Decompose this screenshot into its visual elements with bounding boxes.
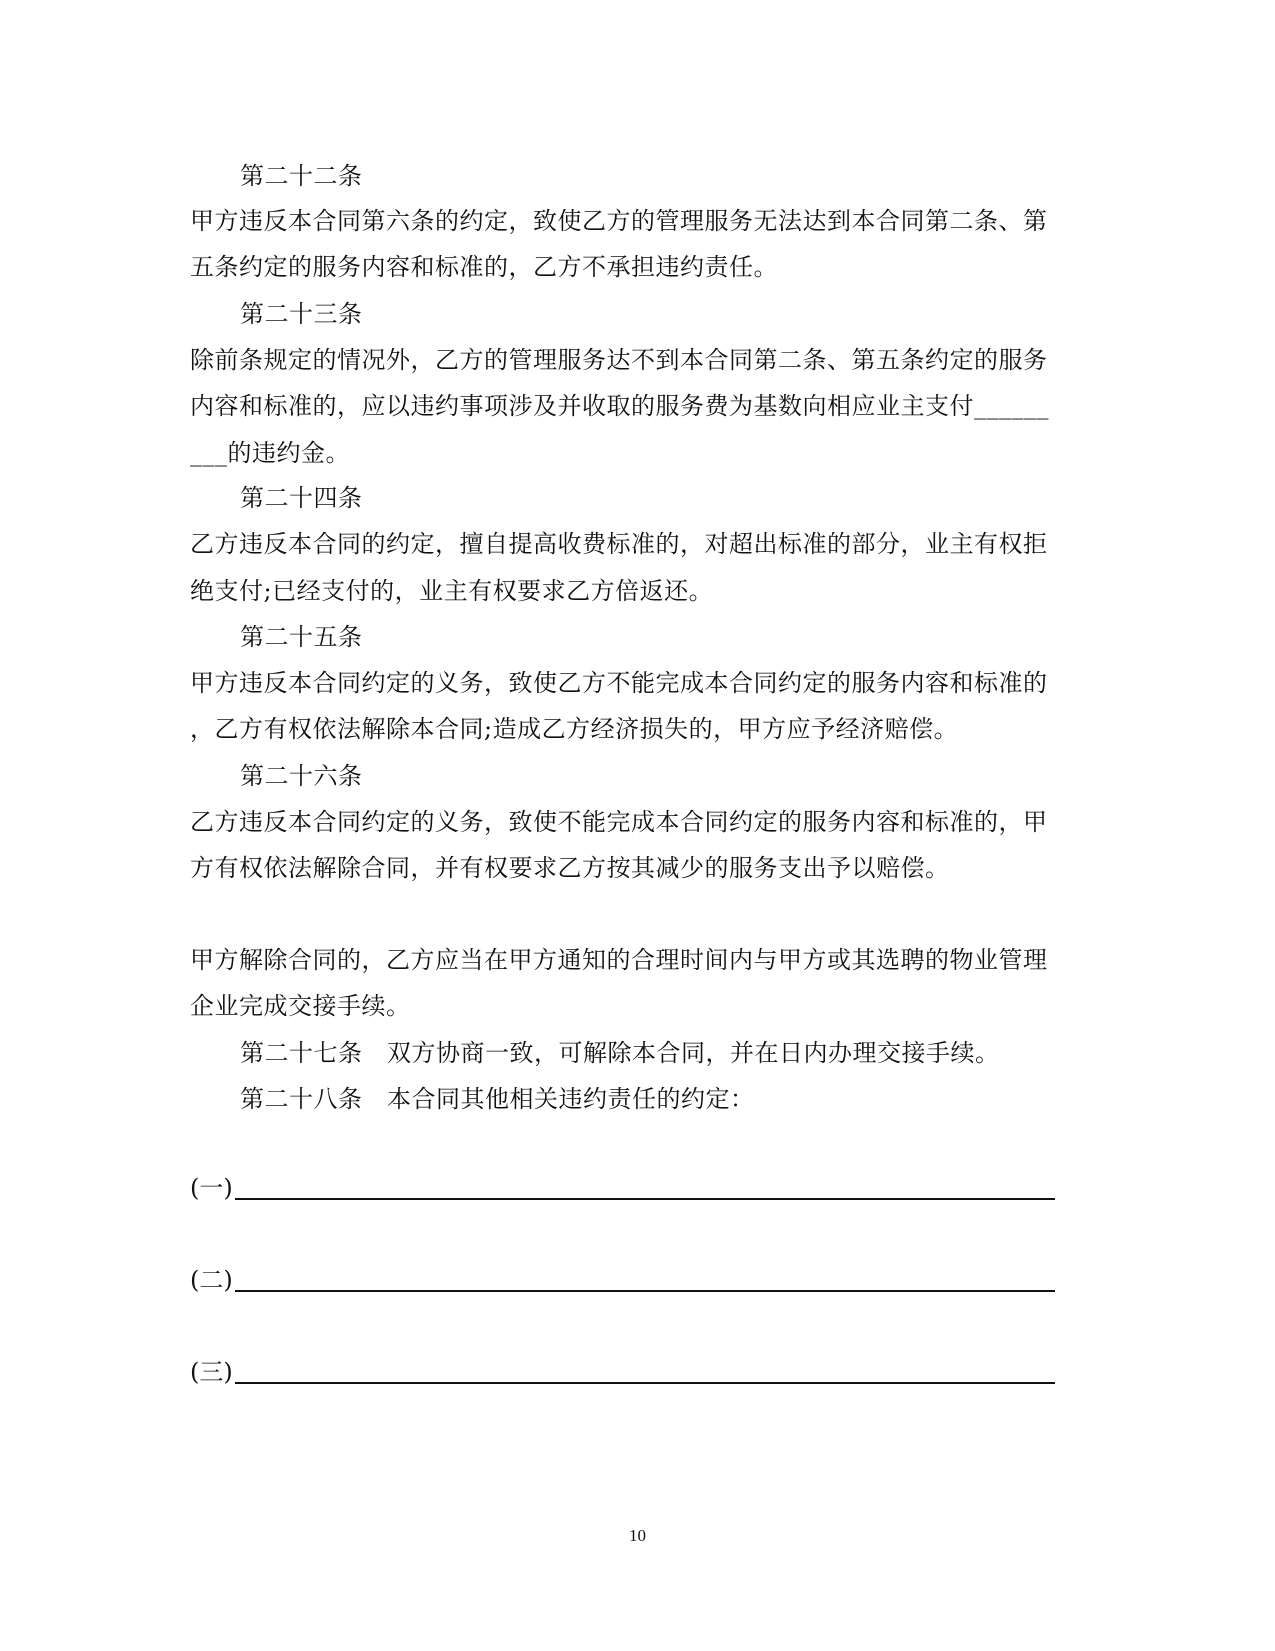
blank-line-2 (190, 1264, 1055, 1296)
article-24-text-line-2: 绝支付;已经支付的，业主有权要求乙方倍返还。 (190, 577, 714, 605)
blank-line-1 (190, 1172, 1055, 1204)
article-26-text-line-1: 乙方违反本合同约定的义务，致使不能完成本合同约定的服务内容和标准的，甲 (190, 808, 1048, 836)
article-24-text-line-1: 乙方违反本合同的约定，擅自提高收费标准的，对超出标准的部分，业主有权拒 (190, 530, 1048, 558)
article-26-text-line-2: 方有权依法解除合同，并有权要求乙方按其减少的服务支出予以赔偿。 (190, 854, 950, 882)
article-28-text: 第二十八条 本合同其他相关违约责任的约定： (240, 1085, 755, 1113)
article-22-text-line-2: 五条约定的服务内容和标准的，乙方不承担违约责任。 (190, 253, 778, 281)
blank-line-1-label: (一) (190, 1174, 233, 1202)
article-25-text-line-2: ，乙方有权依法解除本合同;造成乙方经济损失的，甲方应予经济赔偿。 (190, 715, 959, 743)
blank-line-2-rule (235, 1268, 1055, 1292)
blank-line-3 (190, 1356, 1055, 1388)
termination-text-line-2: 企业完成交接手续。 (190, 992, 411, 1020)
article-23-text-line-1: 除前条规定的情况外，乙方的管理服务达不到本合同第二条、第五条约定的服务 (190, 346, 1048, 374)
article-27-text: 第二十七条 双方协商一致，可解除本合同，并在日内办理交接手续。 (240, 1039, 1000, 1067)
article-23-heading: 第二十三条 (240, 300, 363, 328)
article-25-text-line-1: 甲方违反本合同约定的义务，致使乙方不能完成本合同约定的服务内容和标准的 (190, 669, 1048, 697)
page-number: 10 (629, 1526, 646, 1545)
termination-text-line-1: 甲方解除合同的，乙方应当在甲方通知的合理时间内与甲方或其选聘的物业管理 (190, 946, 1048, 974)
article-24-heading: 第二十四条 (240, 484, 363, 512)
blank-line-2-label: (二) (190, 1266, 233, 1294)
blank-line-3-rule (235, 1360, 1055, 1384)
article-23-text-line-3: ___的违约金。 (190, 439, 350, 467)
article-26-heading: 第二十六条 (240, 762, 363, 790)
article-22-text-line-1: 甲方违反本合同第六条的约定，致使乙方的管理服务无法达到本合同第二条、第 (190, 207, 1048, 235)
article-23-text-line-2: 内容和标准的，应以违约事项涉及并收取的服务费为基数向相应业主支付______ (190, 392, 1049, 420)
blank-line-1-rule (235, 1176, 1055, 1200)
article-22-heading: 第二十二条 (240, 162, 363, 190)
article-25-heading: 第二十五条 (240, 623, 363, 651)
blank-line-3-label: (三) (190, 1358, 233, 1386)
